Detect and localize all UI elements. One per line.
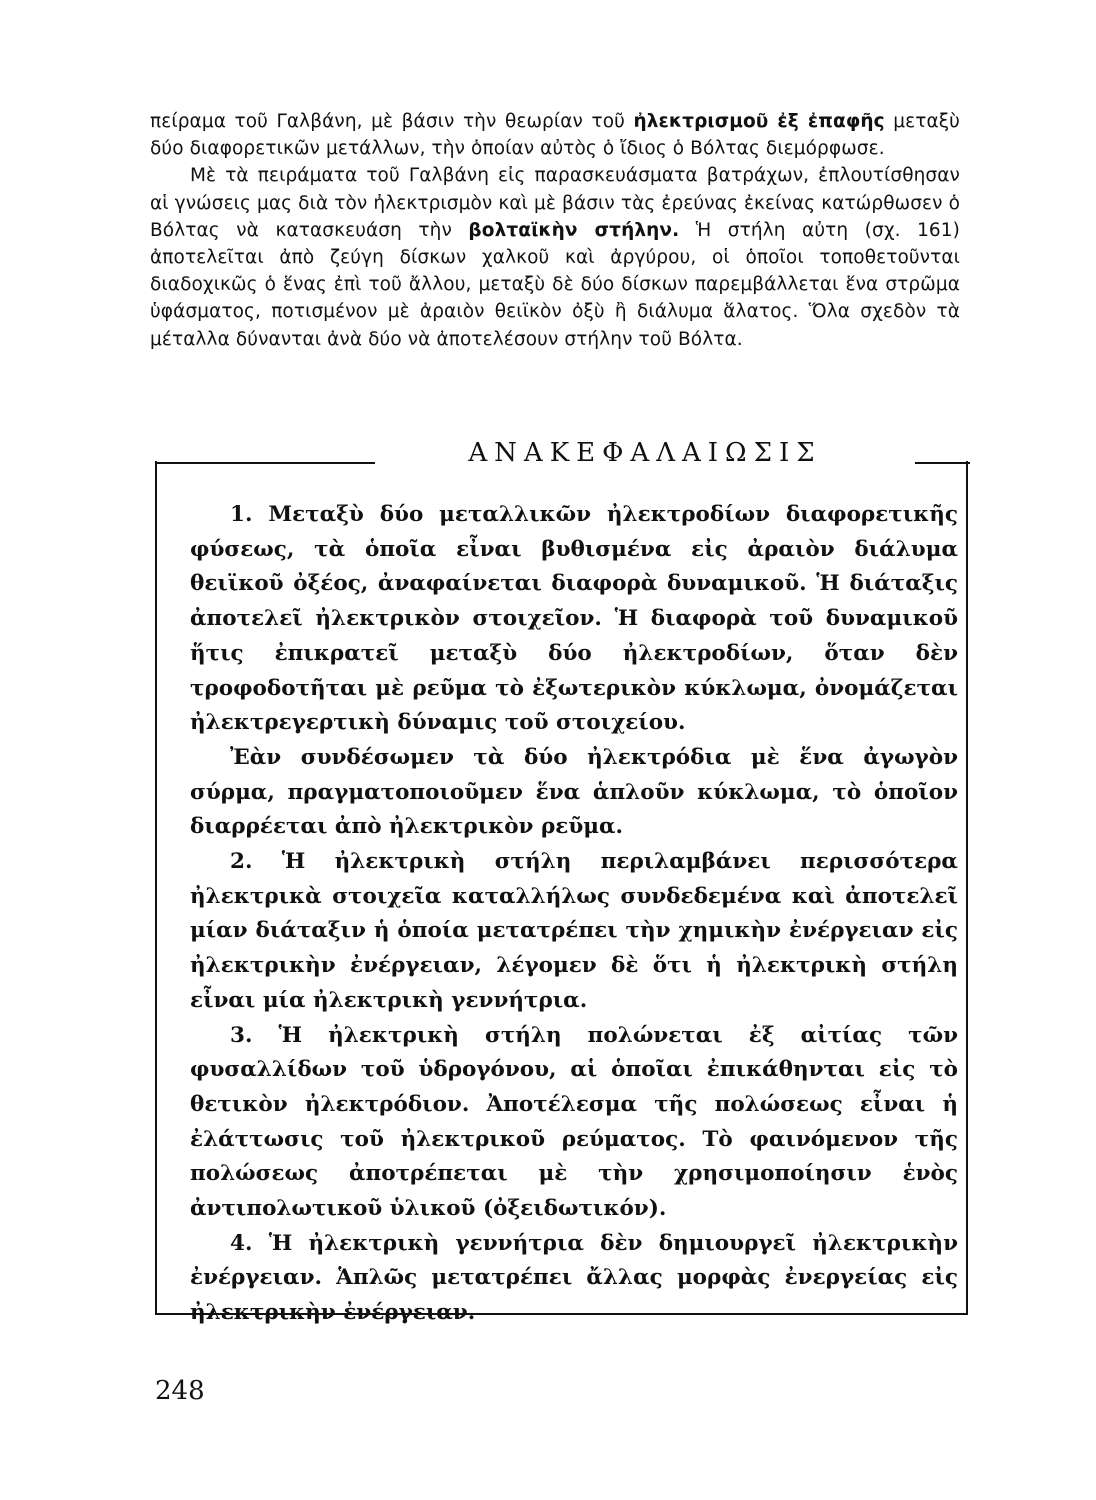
page-number: 248 bbox=[155, 1376, 205, 1406]
item-text: Μεταξὺ δύο μεταλλικῶν ἠλεκτροδίων διαφορετικῆς φύσεως, τὰ ὁποῖα εἶναι βυθισμένα εἰς ἀραιὸν διάλυμα θειϊκοῦ ὀξέος, ἀναφαίνεται διαφορὰ δυναμικοῦ. Ἡ διάταξις ἀποτελεῖ ἠλεκτρικὸν στοιχεῖον. Ἡ διαφορὰ τοῦ δυναμικοῦ ἥτις ἐπικρατεῖ μεταξὺ δύο ἠλεκτροδίων, ὅταν δὲν τροφοδοτῆται μὲ ρεῦμα τὸ ἐξωτερικὸν κύκλωμα, ὀνομάζεται ἠλεκτρεγερτικὴ δύναμις τοῦ στοιχείου. bbox=[190, 502, 958, 736]
item-number: 2. bbox=[230, 849, 253, 875]
item-text: Ἡ ἠλεκτρικὴ γεννήτρια δὲν δημιουργεῖ ἠλεκτρικὴν ἐνέργειαν. Ἁπλῶς μετατρέπει ἄλλας μορφὰς ἐνεργείας εἰς ἠλεκτρικὴν ἐνέργειαν. bbox=[190, 1230, 958, 1326]
item-text: Ἐὰν συνδέσωμεν τὰ δύο ἠλεκτρόδια μὲ ἕνα ἀγωγὸν σύρμα, πραγματοποιοῦμεν ἕνα ἁπλοῦν κύκλωμα, τὸ ὁποῖον διαρρέεται ἀπὸ ἠλεκτρικὸν ρεῦμα. bbox=[190, 744, 958, 840]
intro-p1-bold-term: ἠλεκτρισμοῦ ἐξ ἐπαφῆς bbox=[633, 111, 885, 132]
summary-item-1-continuation bbox=[190, 741, 958, 845]
intro-paragraph-2 bbox=[150, 162, 960, 352]
intro-paragraph-1 bbox=[150, 108, 960, 162]
item-number: 4. bbox=[230, 1230, 253, 1256]
summary-item-2 bbox=[190, 845, 958, 1019]
intro-p2-bold-term: βολταϊκὴν στήλην. bbox=[468, 219, 680, 241]
summary-title: ΑΝΑΚΕΦΑΛΑΙΩΣΙΣ bbox=[468, 438, 822, 468]
summary-item-3 bbox=[190, 1019, 958, 1227]
intro-p1-text-end: μεταξὺ δύο διαφορετικῶν μετάλλων, τὴν ὁποίαν αὐτὸς ὁ ἴδιος ὁ Βόλτας διεμόρφωσε. bbox=[150, 111, 960, 160]
item-text: Ἡ ἠλεκτρικὴ στήλη πολώνεται ἐξ αἰτίας τῶν φυσαλλίδων τοῦ ὑδρογόνου, αἱ ὁποῖαι ἐπικάθηνται εἰς τὸ θετικὸν ἠλεκτρόδιον. Ἀποτέλεσμα τῆς πολώσεως εἶναι ἡ ἐλάττωσις τοῦ ἠλεκτρικοῦ ρεύματος. Τὸ φαινόμενον τῆς πολώσεως ἀποτρέπεται μὲ τὴν χρησιμοποίησιν ἑνὸς ἀντιπολωτικοῦ ὑλικοῦ (ὀξειδωτικόν). bbox=[190, 1022, 958, 1222]
item-number: 3. bbox=[230, 1022, 253, 1048]
item-number: 1. bbox=[230, 502, 253, 527]
intro-p2-text: Μὲ τὰ πειράματα τοῦ Γαλβάνη εἰς παρασκευάσματα βατράχων, ἐπλουτίσθησαν αἱ γνώσεις μας διὰ τὸν ἠλεκτρισμὸν καὶ μὲ βάσιν τὰς ἐρεύνας ἐκείνας κατώρθωσεν ὁ Βόλτας νὰ κατασκευάση τὴν bbox=[150, 165, 960, 241]
summary-item-1 bbox=[190, 498, 958, 741]
summary-item-4 bbox=[190, 1227, 958, 1331]
intro-p1-text: πείραμα τοῦ Γαλβάνη, μὲ βάσιν τὴν θεωρίαν τοῦ bbox=[150, 111, 634, 132]
intro-p2-text-end: Ἡ στήλη αὐτη (σχ. 161) ἀποτελεῖται ἀπὸ ζεύγη δίσκων χαλκοῦ καὶ ἀργύρου, οἱ ὁποῖοι τοποθετοῦνται διαδοχικῶς ὁ ἕνας ἐπὶ τοῦ ἄλλου, μεταξὺ δὲ δύο δίσκων παρεμβάλλεται ἕνα στρῶμα ὑφάσματος, ποτισμένον μὲ ἀραιὸν θειϊκὸν ὀξὺ ἢ διάλυμα ἅλατος. Ὅλα σχεδὸν τὰ μέταλλα δύνανται ἀνὰ δύο νὰ ἀποτελέσουν στήλην τοῦ Βόλτα. bbox=[150, 219, 960, 350]
intro-text bbox=[150, 108, 960, 353]
summary-body bbox=[190, 498, 958, 1331]
item-text: Ἡ ἠλεκτρικὴ στήλη περιλαμβάνει περισσότερα ἠλεκτρικὰ στοιχεῖα καταλλήλως συνδεδεμένα καὶ ἀποτελεῖ μίαν διάταξιν ἡ ὁποία μετατρέπει τὴν χημικὴν ἐνέργειαν εἰς ἠλεκτρικὴν ἐνέργειαν, λέγομεν δὲ ὅτι ἡ ἠλεκτρικὴ στήλη εἶναι μία ἠλεκτρικὴ γεννήτρια. bbox=[190, 849, 958, 1013]
